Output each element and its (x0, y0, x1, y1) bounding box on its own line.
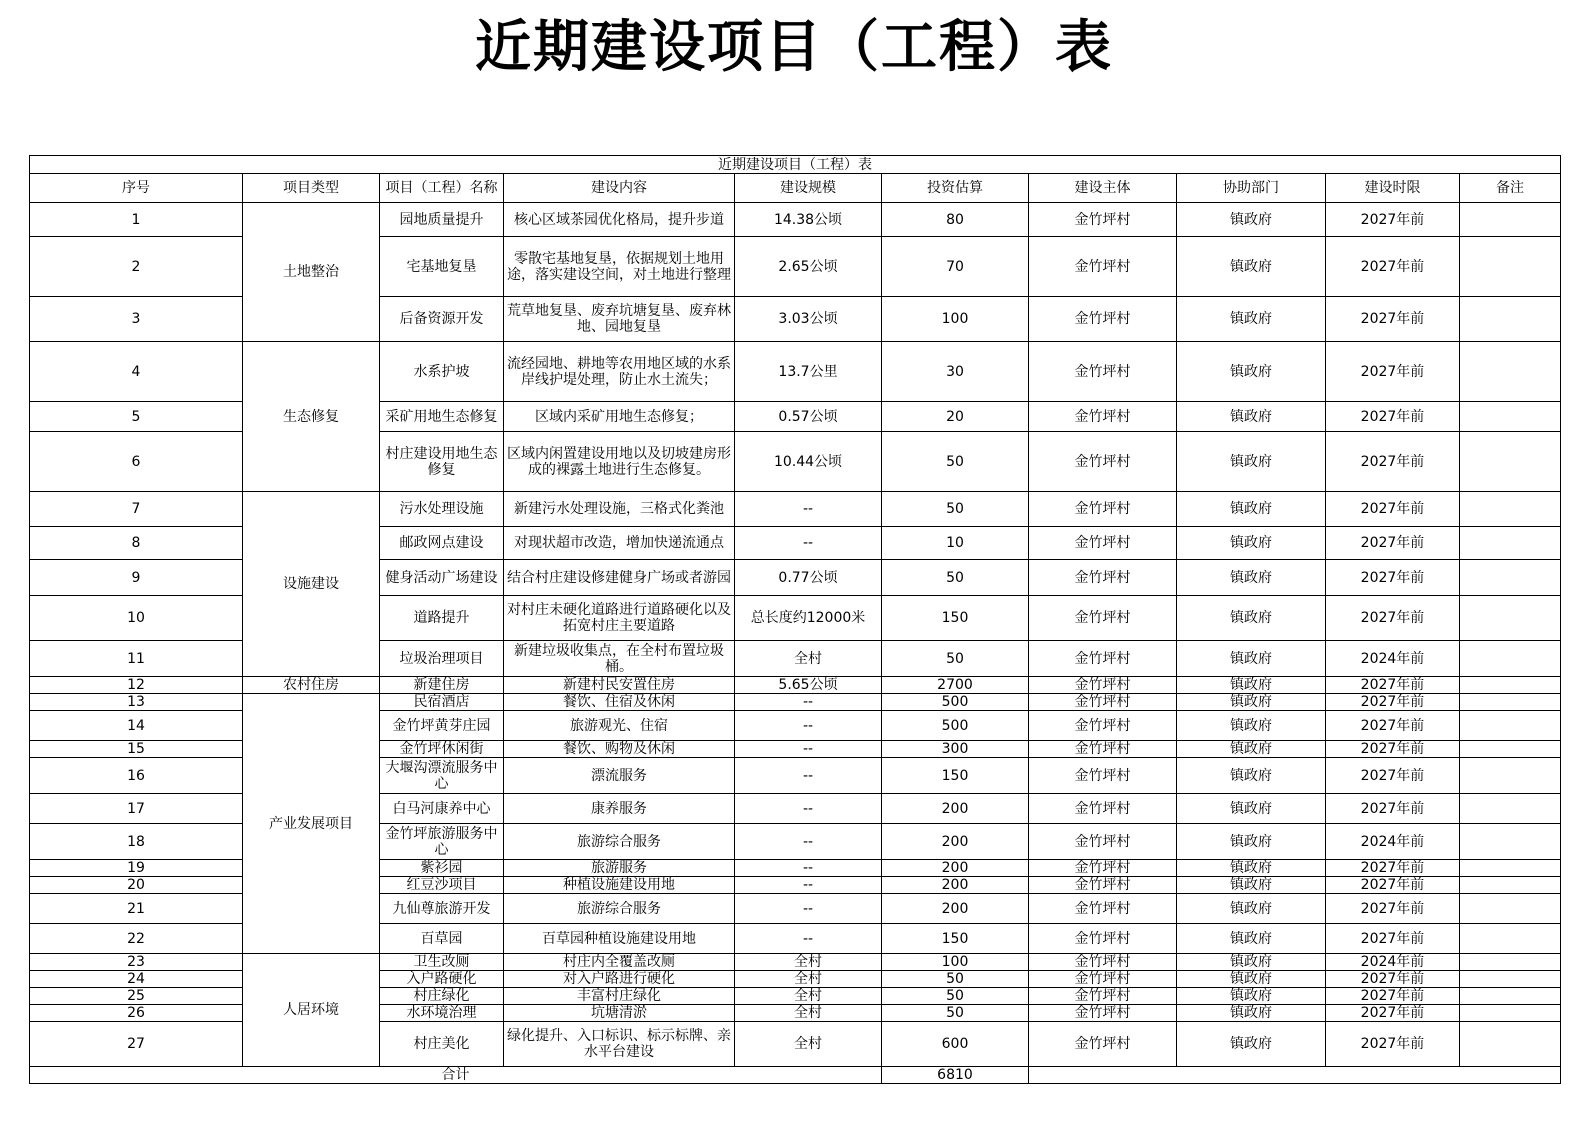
cell-dept: 镇政府 (1177, 297, 1326, 342)
page-title: 近期建设项目（工程）表 (475, 15, 1113, 80)
total-row (30, 1067, 1561, 1084)
cell-deadline: 2027年前 (1326, 402, 1460, 432)
cell-type: 产业发展项目 (243, 694, 380, 954)
cell-note (1460, 711, 1561, 741)
cell-note (1460, 527, 1561, 560)
cell-name: 道路提升 (380, 596, 504, 641)
cell-deadline: 2027年前 (1326, 677, 1460, 694)
cell-name: 后备资源开发 (380, 297, 504, 342)
cell-no: 27 (30, 1022, 243, 1067)
cell-owner: 金竹坪村 (1029, 342, 1177, 402)
cell-owner: 金竹坪村 (1029, 677, 1177, 694)
cell-scale: -- (735, 758, 882, 794)
cell-no: 11 (30, 641, 243, 677)
cell-note (1460, 641, 1561, 677)
cell-no: 19 (30, 860, 243, 877)
cell-note (1460, 758, 1561, 794)
total-label: 合计 (30, 1067, 882, 1084)
cell-owner: 金竹坪村 (1029, 860, 1177, 877)
cell-content: 绿化提升、入口标识、标示标牌、亲水平台建设 (504, 1022, 735, 1067)
cell-owner: 金竹坪村 (1029, 596, 1177, 641)
cell-scale: 0.57公顷 (735, 402, 882, 432)
cell-name: 紫衫园 (380, 860, 504, 877)
cell-no: 4 (30, 342, 243, 402)
cell-no: 13 (30, 694, 243, 711)
cell-scale: -- (735, 527, 882, 560)
cell-deadline: 2027年前 (1326, 1022, 1460, 1067)
cell-name: 九仙尊旅游开发 (380, 894, 504, 924)
cell-invest: 150 (882, 596, 1029, 641)
cell-scale: -- (735, 741, 882, 758)
cell-no: 6 (30, 432, 243, 492)
cell-type: 土地整治 (243, 203, 380, 342)
cell-invest: 300 (882, 741, 1029, 758)
cell-owner: 金竹坪村 (1029, 711, 1177, 741)
cell-name: 村庄美化 (380, 1022, 504, 1067)
cell-deadline: 2027年前 (1326, 1005, 1460, 1022)
cell-invest: 150 (882, 758, 1029, 794)
cell-note (1460, 894, 1561, 924)
cell-scale: -- (735, 492, 882, 527)
cell-name: 金竹坪黄芽庄园 (380, 711, 504, 741)
cell-content: 对入户路进行硬化 (504, 971, 735, 988)
cell-dept: 镇政府 (1177, 677, 1326, 694)
cell-owner: 金竹坪村 (1029, 527, 1177, 560)
cell-content: 旅游综合服务 (504, 894, 735, 924)
cell-invest: 50 (882, 432, 1029, 492)
cell-invest: 50 (882, 1005, 1029, 1022)
cell-content: 荒草地复垦、废弃坑塘复垦、废弃林地、园地复垦 (504, 297, 735, 342)
cell-note (1460, 1005, 1561, 1022)
cell-note (1460, 694, 1561, 711)
cell-dept: 镇政府 (1177, 860, 1326, 877)
header-cell: 建设内容 (504, 174, 735, 203)
cell-content: 旅游综合服务 (504, 824, 735, 860)
cell-note (1460, 741, 1561, 758)
cell-deadline: 2024年前 (1326, 824, 1460, 860)
cell-content: 对村庄未硬化道路进行道路硬化以及拓宽村庄主要道路 (504, 596, 735, 641)
cell-name: 村庄建设用地生态修复 (380, 432, 504, 492)
cell-owner: 金竹坪村 (1029, 1005, 1177, 1022)
cell-no: 25 (30, 988, 243, 1005)
cell-content: 旅游服务 (504, 860, 735, 877)
cell-invest: 70 (882, 237, 1029, 297)
project-table (29, 155, 1561, 1084)
cell-type: 农村住房 (243, 677, 380, 694)
total-value: 6810 (882, 1067, 1029, 1084)
cell-owner: 金竹坪村 (1029, 694, 1177, 711)
cell-type: 人居环境 (243, 954, 380, 1067)
cell-name: 卫生改厕 (380, 954, 504, 971)
cell-dept: 镇政府 (1177, 794, 1326, 824)
cell-name: 园地质量提升 (380, 203, 504, 237)
cell-no: 26 (30, 1005, 243, 1022)
cell-dept: 镇政府 (1177, 560, 1326, 596)
header-cell: 项目类型 (243, 174, 380, 203)
header-cell: 序号 (30, 174, 243, 203)
cell-scale: 全村 (735, 1022, 882, 1067)
cell-no: 16 (30, 758, 243, 794)
cell-name: 村庄绿化 (380, 988, 504, 1005)
cell-owner: 金竹坪村 (1029, 794, 1177, 824)
cell-name: 宅基地复垦 (380, 237, 504, 297)
cell-dept: 镇政府 (1177, 824, 1326, 860)
cell-owner: 金竹坪村 (1029, 402, 1177, 432)
cell-note (1460, 342, 1561, 402)
cell-no: 22 (30, 924, 243, 954)
cell-dept: 镇政府 (1177, 694, 1326, 711)
cell-name: 入户路硬化 (380, 971, 504, 988)
cell-invest: 200 (882, 894, 1029, 924)
header-cell: 项目（工程）名称 (380, 174, 504, 203)
cell-scale: 5.65公顷 (735, 677, 882, 694)
cell-owner: 金竹坪村 (1029, 971, 1177, 988)
cell-scale: -- (735, 924, 882, 954)
cell-scale: 3.03公顷 (735, 297, 882, 342)
cell-dept: 镇政府 (1177, 894, 1326, 924)
cell-note (1460, 677, 1561, 694)
cell-invest: 2700 (882, 677, 1029, 694)
table-body (30, 203, 1561, 1067)
cell-content: 康养服务 (504, 794, 735, 824)
cell-note (1460, 877, 1561, 894)
cell-content: 新建垃圾收集点，在全村布置垃圾桶。 (504, 641, 735, 677)
cell-invest: 50 (882, 971, 1029, 988)
cell-content: 漂流服务 (504, 758, 735, 794)
cell-deadline: 2027年前 (1326, 492, 1460, 527)
cell-no: 9 (30, 560, 243, 596)
cell-name: 采矿用地生态修复 (380, 402, 504, 432)
cell-name: 红豆沙项目 (380, 877, 504, 894)
cell-deadline: 2027年前 (1326, 860, 1460, 877)
cell-note (1460, 560, 1561, 596)
cell-note (1460, 988, 1561, 1005)
cell-content: 区域内采矿用地生态修复； (504, 402, 735, 432)
cell-owner: 金竹坪村 (1029, 758, 1177, 794)
cell-scale: 全村 (735, 971, 882, 988)
cell-dept: 镇政府 (1177, 741, 1326, 758)
cell-deadline: 2027年前 (1326, 741, 1460, 758)
cell-dept: 镇政府 (1177, 342, 1326, 402)
header-cell: 建设规模 (735, 174, 882, 203)
cell-invest: 200 (882, 794, 1029, 824)
cell-deadline: 2027年前 (1326, 527, 1460, 560)
cell-owner: 金竹坪村 (1029, 237, 1177, 297)
cell-dept: 镇政府 (1177, 971, 1326, 988)
cell-content: 新建污水处理设施，三格式化粪池 (504, 492, 735, 527)
cell-owner: 金竹坪村 (1029, 894, 1177, 924)
cell-note (1460, 492, 1561, 527)
cell-scale: -- (735, 824, 882, 860)
cell-no: 12 (30, 677, 243, 694)
cell-deadline: 2027年前 (1326, 758, 1460, 794)
cell-invest: 50 (882, 988, 1029, 1005)
cell-scale: 2.65公顷 (735, 237, 882, 297)
cell-invest: 100 (882, 954, 1029, 971)
cell-note (1460, 237, 1561, 297)
cell-name: 百草园 (380, 924, 504, 954)
cell-no: 1 (30, 203, 243, 237)
cell-deadline: 2024年前 (1326, 954, 1460, 971)
cell-content: 丰富村庄绿化 (504, 988, 735, 1005)
cell-invest: 50 (882, 560, 1029, 596)
cell-scale: 0.77公顷 (735, 560, 882, 596)
cell-deadline: 2027年前 (1326, 203, 1460, 237)
cell-content: 坑塘清淤 (504, 1005, 735, 1022)
table-row (30, 694, 1561, 711)
cell-no: 24 (30, 971, 243, 988)
cell-dept: 镇政府 (1177, 527, 1326, 560)
table-row (30, 342, 1561, 402)
cell-owner: 金竹坪村 (1029, 988, 1177, 1005)
cell-content: 核心区域茶园优化格局，提升步道 (504, 203, 735, 237)
cell-content: 餐饮、购物及休闲 (504, 741, 735, 758)
cell-note (1460, 1022, 1561, 1067)
cell-name: 垃圾治理项目 (380, 641, 504, 677)
cell-content: 村庄内全覆盖改厕 (504, 954, 735, 971)
cell-name: 污水处理设施 (380, 492, 504, 527)
cell-note (1460, 924, 1561, 954)
cell-name: 水环境治理 (380, 1005, 504, 1022)
cell-name: 白马河康养中心 (380, 794, 504, 824)
header-cell: 建设主体 (1029, 174, 1177, 203)
cell-owner: 金竹坪村 (1029, 560, 1177, 596)
cell-note (1460, 971, 1561, 988)
cell-note (1460, 432, 1561, 492)
cell-deadline: 2027年前 (1326, 694, 1460, 711)
cell-note (1460, 860, 1561, 877)
cell-dept: 镇政府 (1177, 988, 1326, 1005)
cell-no: 7 (30, 492, 243, 527)
cell-dept: 镇政府 (1177, 203, 1326, 237)
cell-content: 区域内闲置建设用地以及切坡建房形成的裸露土地进行生态修复。 (504, 432, 735, 492)
cell-owner: 金竹坪村 (1029, 492, 1177, 527)
cell-owner: 金竹坪村 (1029, 741, 1177, 758)
cell-owner: 金竹坪村 (1029, 641, 1177, 677)
cell-invest: 50 (882, 641, 1029, 677)
cell-deadline: 2027年前 (1326, 596, 1460, 641)
cell-scale: 10.44公顷 (735, 432, 882, 492)
cell-dept: 镇政府 (1177, 711, 1326, 741)
cell-scale: -- (735, 794, 882, 824)
cell-name: 民宿酒店 (380, 694, 504, 711)
cell-dept: 镇政府 (1177, 596, 1326, 641)
cell-no: 2 (30, 237, 243, 297)
cell-dept: 镇政府 (1177, 954, 1326, 971)
cell-note (1460, 794, 1561, 824)
cell-note (1460, 596, 1561, 641)
cell-owner: 金竹坪村 (1029, 954, 1177, 971)
cell-no: 21 (30, 894, 243, 924)
cell-note (1460, 824, 1561, 860)
cell-no: 3 (30, 297, 243, 342)
cell-name: 邮政网点建设 (380, 527, 504, 560)
cell-scale: 14.38公顷 (735, 203, 882, 237)
cell-owner: 金竹坪村 (1029, 203, 1177, 237)
cell-name: 大堰沟漂流服务中心 (380, 758, 504, 794)
cell-dept: 镇政府 (1177, 877, 1326, 894)
cell-no: 5 (30, 402, 243, 432)
table-row (30, 203, 1561, 237)
header-cell: 协助部门 (1177, 174, 1326, 203)
table-row (30, 677, 1561, 694)
cell-dept: 镇政府 (1177, 924, 1326, 954)
cell-name: 健身活动广场建设 (380, 560, 504, 596)
cell-no: 10 (30, 596, 243, 641)
cell-no: 14 (30, 711, 243, 741)
cell-content: 流经园地、耕地等农用地区域的水系岸线护堤处理，防止水土流失； (504, 342, 735, 402)
cell-deadline: 2024年前 (1326, 641, 1460, 677)
cell-owner: 金竹坪村 (1029, 877, 1177, 894)
cell-deadline: 2027年前 (1326, 297, 1460, 342)
cell-type: 生态修复 (243, 342, 380, 492)
cell-name: 金竹坪旅游服务中心 (380, 824, 504, 860)
cell-note (1460, 402, 1561, 432)
cell-invest: 50 (882, 492, 1029, 527)
cell-invest: 200 (882, 860, 1029, 877)
total-empty (1029, 1067, 1561, 1084)
cell-scale: -- (735, 877, 882, 894)
cell-note (1460, 954, 1561, 971)
cell-deadline: 2027年前 (1326, 971, 1460, 988)
cell-name: 水系护坡 (380, 342, 504, 402)
cell-owner: 金竹坪村 (1029, 824, 1177, 860)
cell-deadline: 2027年前 (1326, 237, 1460, 297)
cell-dept: 镇政府 (1177, 237, 1326, 297)
cell-scale: -- (735, 894, 882, 924)
cell-scale: 全村 (735, 641, 882, 677)
cell-invest: 10 (882, 527, 1029, 560)
cell-scale: 全村 (735, 988, 882, 1005)
cell-no: 23 (30, 954, 243, 971)
cell-owner: 金竹坪村 (1029, 1022, 1177, 1067)
cell-scale: -- (735, 711, 882, 741)
cell-no: 18 (30, 824, 243, 860)
table-row (30, 954, 1561, 971)
header-cell: 备注 (1460, 174, 1561, 203)
cell-deadline: 2027年前 (1326, 924, 1460, 954)
cell-scale: 全村 (735, 954, 882, 971)
cell-dept: 镇政府 (1177, 1005, 1326, 1022)
cell-invest: 80 (882, 203, 1029, 237)
cell-invest: 500 (882, 694, 1029, 711)
cell-content: 零散宅基地复垦，依据规划土地用途，落实建设空间，对土地进行整理 (504, 237, 735, 297)
cell-note (1460, 203, 1561, 237)
cell-deadline: 2027年前 (1326, 894, 1460, 924)
cell-no: 15 (30, 741, 243, 758)
cell-content: 餐饮、住宿及休闲 (504, 694, 735, 711)
header-cell: 建设时限 (1326, 174, 1460, 203)
cell-invest: 30 (882, 342, 1029, 402)
cell-deadline: 2027年前 (1326, 711, 1460, 741)
cell-scale: -- (735, 694, 882, 711)
cell-name: 金竹坪休闲街 (380, 741, 504, 758)
cell-invest: 150 (882, 924, 1029, 954)
cell-scale: -- (735, 860, 882, 877)
cell-invest: 200 (882, 877, 1029, 894)
cell-dept: 镇政府 (1177, 432, 1326, 492)
table-caption: 近期建设项目（工程）表 (30, 156, 1561, 174)
cell-dept: 镇政府 (1177, 1022, 1326, 1067)
cell-invest: 600 (882, 1022, 1029, 1067)
cell-deadline: 2027年前 (1326, 432, 1460, 492)
cell-no: 20 (30, 877, 243, 894)
cell-deadline: 2027年前 (1326, 560, 1460, 596)
cell-name: 新建住房 (380, 677, 504, 694)
table-row (30, 492, 1561, 527)
cell-invest: 20 (882, 402, 1029, 432)
cell-dept: 镇政府 (1177, 492, 1326, 527)
cell-invest: 100 (882, 297, 1029, 342)
cell-content: 对现状超市改造，增加快递流通点 (504, 527, 735, 560)
cell-note (1460, 297, 1561, 342)
cell-content: 种植设施建设用地 (504, 877, 735, 894)
cell-invest: 200 (882, 824, 1029, 860)
cell-owner: 金竹坪村 (1029, 297, 1177, 342)
cell-scale: 总长度约12000米 (735, 596, 882, 641)
header-cell: 投资估算 (882, 174, 1029, 203)
header-row (30, 174, 1561, 203)
project-table-wrapper (29, 155, 1560, 1084)
cell-dept: 镇政府 (1177, 402, 1326, 432)
cell-deadline: 2027年前 (1326, 794, 1460, 824)
cell-content: 新建村民安置住房 (504, 677, 735, 694)
cell-content: 百草园种植设施建设用地 (504, 924, 735, 954)
cell-scale: 13.7公里 (735, 342, 882, 402)
cell-dept: 镇政府 (1177, 758, 1326, 794)
cell-owner: 金竹坪村 (1029, 924, 1177, 954)
cell-deadline: 2027年前 (1326, 988, 1460, 1005)
cell-content: 旅游观光、住宿 (504, 711, 735, 741)
cell-owner: 金竹坪村 (1029, 432, 1177, 492)
cell-no: 17 (30, 794, 243, 824)
cell-dept: 镇政府 (1177, 641, 1326, 677)
cell-invest: 500 (882, 711, 1029, 741)
cell-deadline: 2027年前 (1326, 877, 1460, 894)
cell-no: 8 (30, 527, 243, 560)
cell-type: 设施建设 (243, 492, 380, 677)
cell-deadline: 2027年前 (1326, 342, 1460, 402)
cell-content: 结合村庄建设修建健身广场或者游园 (504, 560, 735, 596)
cell-scale: 全村 (735, 1005, 882, 1022)
